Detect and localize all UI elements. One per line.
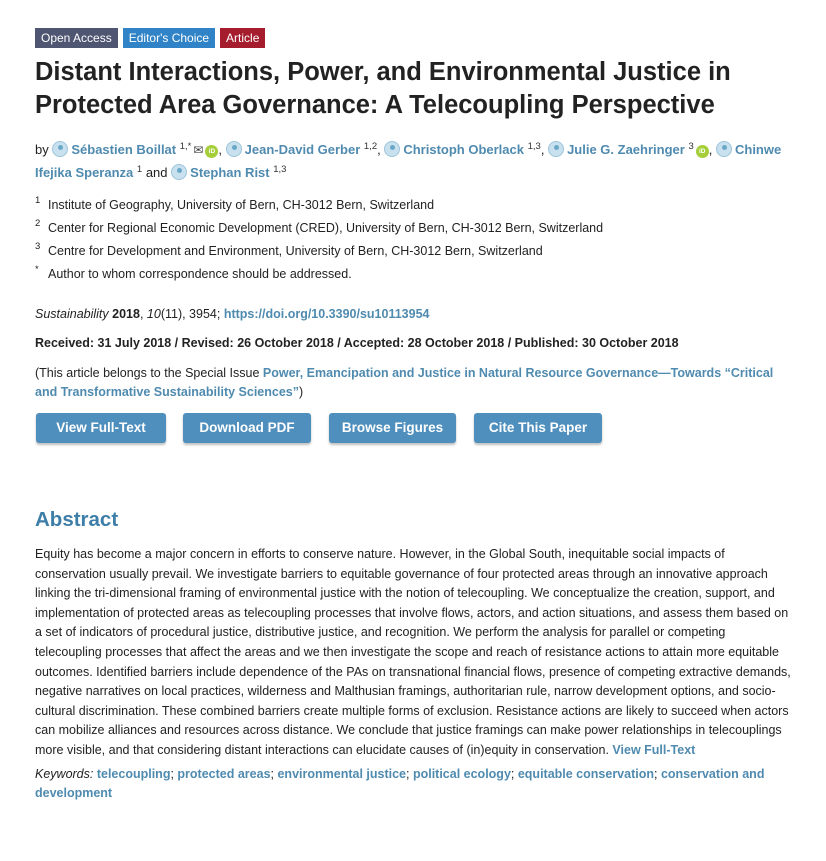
author-item[interactable] — [52, 142, 218, 157]
by-label: by — [35, 142, 49, 157]
citation-issue: (11), 3954; — [160, 307, 221, 321]
citation-line: Sustainability 2018, 10(11), 3954; https://doi.org/10.3390/su10113954 — [35, 307, 430, 321]
affiliation-text: Institute of Geography, University of Bern, CH-3012 Bern, Switzerland — [48, 198, 435, 212]
open-access-badge[interactable]: Open Access — [35, 28, 118, 48]
author-affiliation-sup: 1,3 — [527, 141, 541, 152]
abstract-heading: Abstract — [35, 508, 119, 531]
author-name[interactable]: Julie G. Zaehringer — [567, 142, 685, 157]
special-issue-note — [35, 364, 795, 402]
author-name[interactable]: Stephan Rist — [190, 165, 270, 180]
download-pdf-button[interactable]: Download PDF — [183, 413, 311, 443]
article-title: Distant Interactions, Power, and Environmental Justice in Protected Area Governance: A Telecoupling Perspective — [35, 58, 731, 119]
badge-row — [35, 28, 795, 48]
abstract-text: Equity has become a major concern in efforts to conserve nature. However, in the Global South, inequitable social impacts of conservation usually prevail. We investigate barriers to equitable governance of four protected areas through an innovative approach linking the tri-dimensional framing of environmental justice with the notion of telecoupling. We conceptualize the creation, support, and implementation of protected areas as telecoupling processes that involve flows, actors, and action situations, and assess them based on a set of indicators of procedural justice, distributive justice, and recognition. We perform the analysis for parallel or competing telecoupling processes that affect the areas and we then investigate the scope and reach of resistance actions to attain more equitable outcomes. Identified barriers include dependence of the PAs on transnational financial flows, presence of competing extractive demands, negative narratives on local practices, wilderness and Malthusian framings, authoritarian rule, narrow development options, and socio-cultural discrimination. These combined barriers create multiple forms of exclusion. Resistance actions are likely to succeed when actors can mobilize alliances and resources across distance. We conclude that justice framings can make power relationships in telecouplings more visible, and that considering distant interactions can elucidate causes of (in)equity in conservation. — [35, 547, 791, 757]
article-type-badge: Article — [220, 28, 265, 48]
author-item[interactable] — [548, 142, 709, 157]
affiliation-text: Centre for Development and Environment, University of Bern, CH-3012 Bern, Switzerland — [48, 244, 543, 258]
author-item[interactable] — [171, 165, 286, 180]
author-name[interactable]: Sébastien Boillat — [71, 142, 177, 157]
article-header — [35, 28, 795, 803]
author-item[interactable] — [384, 142, 540, 157]
journal-name: Sustainability — [35, 307, 109, 321]
keyword-link[interactable]: telecoupling — [96, 766, 171, 781]
author-affiliation-sup: 1,* — [179, 141, 192, 152]
view-full-text-button[interactable]: View Full-Text — [36, 413, 166, 443]
author-name[interactable]: Jean-David Gerber — [244, 142, 361, 157]
affiliation-item — [35, 217, 795, 240]
keyword-link[interactable]: equitable conservation — [517, 766, 654, 781]
action-buttons — [35, 413, 795, 443]
author-affiliation-sup: 1,3 — [273, 164, 287, 175]
author-avatar-icon — [226, 141, 242, 157]
author-avatar-icon — [716, 141, 732, 157]
author-avatar-icon — [52, 141, 68, 157]
author-avatar-icon — [384, 141, 400, 157]
affiliation-item — [35, 194, 795, 217]
citation-year: 2018 — [112, 307, 140, 321]
keywords-line: Keywords: telecoupling; protected areas; environmental justice; political ecology; equitable conservation; conservation and development — [35, 766, 765, 800]
keyword-link[interactable]: conservation and development — [35, 766, 765, 800]
affiliation-item — [35, 263, 795, 286]
author-name[interactable]: Chinwe Ifejika Speranza — [35, 142, 782, 180]
orcid-icon[interactable]: iD — [696, 145, 709, 158]
editors-choice-badge[interactable]: Editor's Choice — [123, 28, 215, 48]
author-list: by Sébastien Boillat $^{1,*}$ ✉ iD , Jean-David Gerber $^{1,2}$, Christoph Oberlack $^{1,3}$, Julie G. Zaehringer $^3$ iD , Chinwe Ifejika Speranza $^1$ and Stephan Rist $^{1,3}$ — [35, 141, 782, 180]
keyword-link[interactable]: environmental justice — [277, 766, 406, 781]
affiliation-number: 2 — [35, 218, 41, 229]
author-affiliation-sup: 1 — [136, 164, 143, 175]
author-avatar-icon — [171, 164, 187, 180]
affiliation-item — [35, 240, 795, 263]
author-affiliation-sup: 3 — [688, 141, 694, 152]
affiliation-text: Center for Regional Economic Development (CRED), University of Bern, CH-3012 Bern, Switzerland — [48, 221, 604, 235]
publication-dates: Received: 31 July 2018 / Revised: 26 October 2018 / Accepted: 28 October 2018 / Published: 30 October 2018 — [35, 336, 679, 350]
affiliation-number: 1 — [35, 195, 41, 206]
author-item[interactable] — [226, 142, 377, 157]
cite-this-paper-button[interactable]: Cite This Paper — [474, 413, 602, 443]
affiliation-number: 3 — [35, 241, 41, 252]
view-full-text-link[interactable]: View Full-Text — [612, 742, 696, 757]
keyword-link[interactable]: protected areas — [177, 766, 271, 781]
author-avatar-icon — [548, 141, 564, 157]
abstract-body — [35, 545, 795, 761]
orcid-icon[interactable]: iD — [205, 145, 218, 158]
and-label: and — [145, 165, 168, 180]
mail-icon[interactable]: ✉ — [193, 143, 204, 157]
author-affiliation-sup: 1,2 — [363, 141, 378, 152]
special-issue-prefix: (This article belongs to the Special Issue — [35, 366, 260, 380]
citation-volume: 10 — [146, 307, 161, 321]
affiliation-text: Author to whom correspondence should be addressed. — [48, 267, 352, 281]
keyword-link[interactable]: political ecology — [412, 766, 511, 781]
affiliation-list — [35, 194, 795, 286]
affiliation-number: * — [35, 264, 39, 275]
special-issue-suffix: ) — [298, 385, 304, 399]
keywords-label: Keywords: — [35, 766, 94, 781]
doi-link[interactable]: https://doi.org/10.3390/su10113954 — [223, 307, 430, 321]
author-name[interactable]: Christoph Oberlack — [403, 142, 524, 157]
special-issue-link[interactable]: Power, Emancipation and Justice in Natural Resource Governance—Towards “Critical and Transformative Sustainability Sciences” — [35, 366, 774, 399]
browse-figures-button[interactable]: Browse Figures — [329, 413, 456, 443]
